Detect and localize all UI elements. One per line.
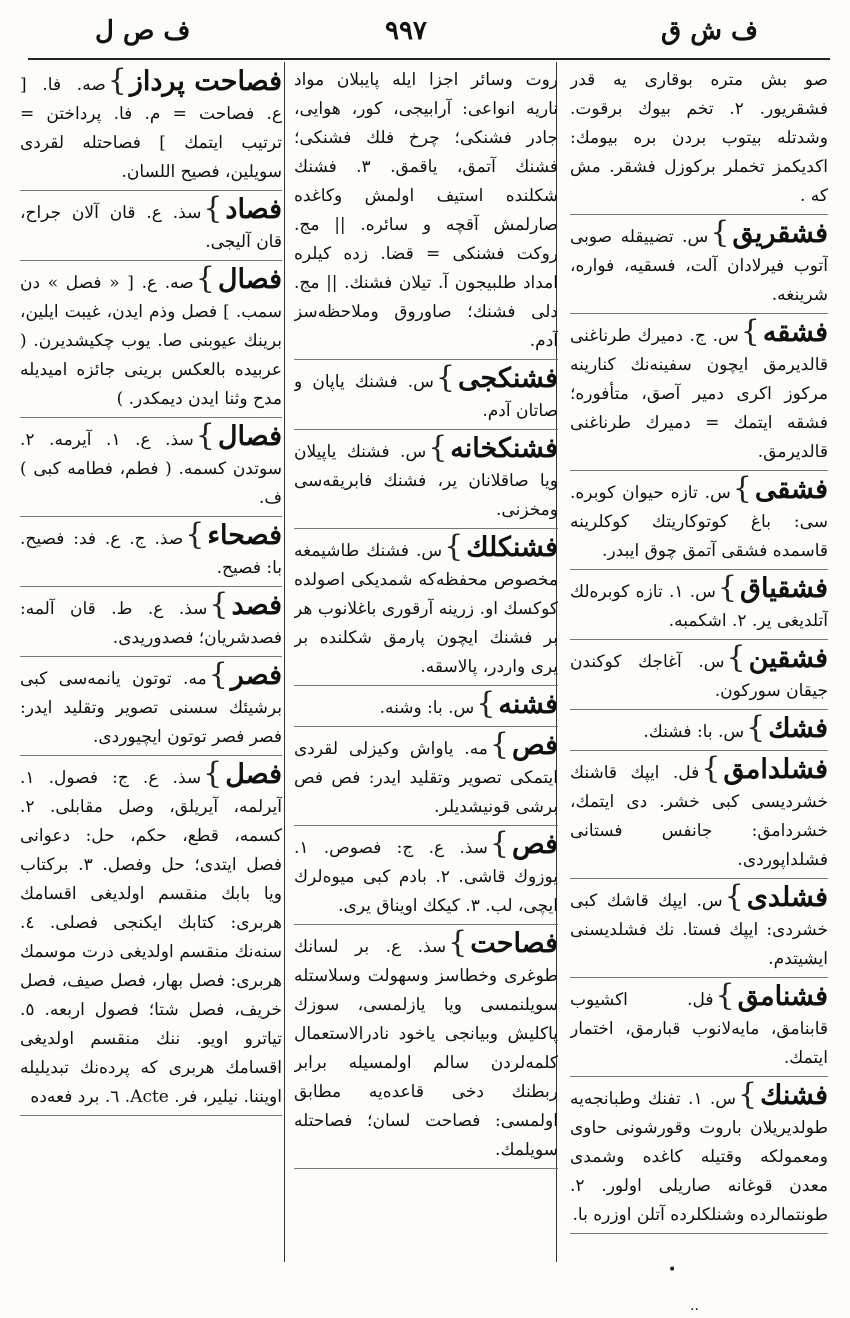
brace-mark: } bbox=[428, 430, 448, 465]
column-right bbox=[570, 66, 828, 1266]
dictionary-entry bbox=[20, 418, 282, 517]
dictionary-entry bbox=[294, 529, 558, 686]
entry-headword: فشقه bbox=[762, 317, 828, 348]
entry-definition: روت وسائر اجزا ایله پایبلان مواد ناریه انواعی: آرابیجی، کور، هوایی، جادر فشنکی؛ چرخ فلك فشنکی؛ فشنك آتمق، یاقمق. ٣. فشنك شکلنده استیف اولمش وکاغده صارلمش آقچه و سائره. || مج. روکت فشنکی = قضا. زده کیلره امداد طلبیجون آ. تیلان فشنك. || مج. دلی فشنك؛ صاوروق وملاحظه‌سز آدم. bbox=[294, 70, 558, 351]
brace-mark: } bbox=[448, 925, 468, 960]
brace-mark: } bbox=[740, 314, 760, 349]
dictionary-entry bbox=[20, 191, 282, 261]
entry-headword: فشنکجی bbox=[458, 363, 558, 394]
entry-headword: فشنکخانه bbox=[450, 433, 558, 464]
dictionary-entry bbox=[570, 66, 828, 215]
entry-headword: فصاد bbox=[225, 194, 282, 225]
dictionary-entry bbox=[294, 727, 558, 826]
brace-mark: } bbox=[732, 471, 752, 506]
dictionary-entry bbox=[20, 756, 282, 1116]
entry-definition: صذ. ج. ع. فد: فصیح. با: فصیح. bbox=[20, 529, 282, 578]
entry-headword: فصاحت پرداز bbox=[129, 66, 282, 97]
brace-mark: } bbox=[203, 756, 223, 791]
entry-headword: فشلدامق bbox=[723, 754, 828, 785]
entry-definition: مه. یاواش وکیزلی لقردی ایتمکی تصویر وتقلید ایدر: فص فص برشی قونیشدیلر. bbox=[294, 739, 558, 817]
brace-mark: } bbox=[746, 710, 766, 745]
entry-definition: س. فشنك یاپان و صاتان آدم. bbox=[294, 372, 558, 421]
brace-mark: } bbox=[435, 360, 456, 395]
entry-definition: صه. فا. [ ع. فصاحت = م. فا. پرداختن = ترتیب ایتمك ] فصاحتله لقردی سویلین، فصیح اللسان. bbox=[20, 75, 282, 182]
dictionary-entry bbox=[570, 1077, 828, 1234]
entry-definition: س. با: فشنك. bbox=[643, 722, 745, 742]
dictionary-entry bbox=[294, 925, 558, 1169]
dictionary-entry bbox=[570, 471, 828, 570]
entry-headword: فص bbox=[512, 730, 558, 761]
brace-mark: } bbox=[209, 587, 229, 622]
brace-mark: } bbox=[444, 529, 464, 564]
entry-definition: س. آغاجك کوکندن جیقان سورکون. bbox=[570, 652, 828, 701]
column-middle bbox=[294, 66, 558, 1266]
dictionary-entry bbox=[570, 978, 828, 1077]
dictionary-entry bbox=[20, 517, 282, 587]
entry-definition: فل. اکشیوب قابنامق، مایه‌لانوب قبارمق، اختمار ایتمك. bbox=[570, 990, 828, 1068]
brace-mark: } bbox=[726, 640, 746, 675]
brace-mark: } bbox=[724, 879, 744, 914]
entry-headword: فشنکلك bbox=[466, 532, 558, 563]
entry-headword: فصر bbox=[230, 660, 282, 691]
entry-definition: س. فشنك یاپیلان ویا صاقلانان یر، فشنك فابریقه‌سی ومخزنی. bbox=[294, 442, 558, 520]
page-number: ٩٩٧ bbox=[385, 16, 427, 46]
entry-definition: مه. توتون یانمه‌سی کبی برشیئك سسنی تصویر وتقلید ایدر: فصر فصر توتون ایچیوردی. bbox=[20, 669, 282, 747]
entry-definition: سذ. ع. ج: فصوص. ١. یوزوك قاشی. ٢. بادم کبی میوه‌لرك ایچی، لب. ٣. کیکك اویناق یری. bbox=[294, 838, 558, 916]
dictionary-entry bbox=[570, 879, 828, 978]
entry-headword: فشقین bbox=[748, 643, 828, 674]
entry-definition: سذ. ع. ج: فصول. ١. آیرلمه، آیریلق، وصل مقابلی. ٢. کسمه، قطع، حکم، حل: دعوانی فصل ایتدی؛ حل وفصل. ٣. برکتاب ویا بابك منقسم اولدیغی اقسامك هربری: کتابك ایکنجی فصلی. ٤. سنه‌نك منقسم اولدیغی درت موسمك هربری: فصل بهار، فصل صیف، فصل خریف، فصل شتا؛ فصول اربعه. ٥. تیاترو اویو. ننك منقسم اولدیغی اقسامك هربری که پرده‌نك تبدیلیله اویننا. نیلیر، فر. Acte. ٦. برد فعه‌ده bbox=[20, 768, 282, 1107]
entry-headword: فشقیاق bbox=[740, 573, 828, 604]
header-letters-left: ف ص ل bbox=[95, 16, 191, 46]
entry-headword: فشقی bbox=[754, 474, 828, 505]
print-mark: .. bbox=[690, 1298, 699, 1314]
brace-mark: } bbox=[701, 751, 721, 786]
entry-headword: فشنه bbox=[498, 689, 558, 720]
entry-headword: فشقریق bbox=[732, 218, 828, 249]
column-left bbox=[20, 66, 282, 1266]
entry-headword: فصل bbox=[225, 759, 282, 790]
brace-mark: } bbox=[208, 657, 228, 692]
brace-mark: } bbox=[710, 215, 730, 250]
brace-mark: } bbox=[476, 686, 496, 721]
entry-definition: سذ. ع. ١. آیرمه. ٢. سوتدن کسمه. ( فطم، فطامه کبی ) ف. bbox=[20, 430, 282, 508]
entry-definition: سذ. ع. بر لسانك طوغری وخطاسز وسهولت وسلاستله سویلنمسی ویا یازلمسی، سوزك پاکلیش وبیانجی یاخود نادرالاستعمال کلمه‌لردن سالم اولمسیله برابر ربطنك دخی قاعده‌یه مطابق اولمسی: فصاحت لسان؛ فصاحتله سویلمك. bbox=[294, 937, 558, 1160]
entry-headword: فصد bbox=[231, 590, 282, 621]
dictionary-entry bbox=[294, 66, 558, 360]
dictionary-entry bbox=[294, 430, 558, 529]
brace-mark: } bbox=[195, 418, 215, 453]
entry-definition: س. ١. تفنك وطبانجه‌یه طولدیریلان باروت وقورشونی حاوی ومعمولکه وقتیله کاغده وشمدی معدن قوغانه صاریلی اولور. ٢. طونتمالرده وشنلکلرده آتلن اوزره با. bbox=[570, 1089, 828, 1225]
brace-mark: } bbox=[107, 66, 127, 98]
entry-definition: س. تضییقله صوبی آتوب فیرلادان آلت، فسقیه، فواره، شرینغه. bbox=[570, 227, 828, 305]
entry-definition: صو بش متره بوقاری یه قدر فشقریور. ٢. تخم بیوك برقوت. وشدتله بیتوب بردن بره بیومك: اکدیکمز تخملر برکوزل فشقر. مش که . bbox=[570, 70, 828, 206]
entry-headword: فصاحت bbox=[470, 928, 558, 959]
dictionary-entry bbox=[294, 826, 558, 925]
entry-definition: س. تازه حیوان کوبره. سی: باغ کوتوکاریتك کوکلرینه قاسمده فشقی آتمق چوق ایبدر. bbox=[570, 483, 828, 561]
entry-definition: س. ج. دمیرك طرناغنی قالدیرمق ایچون سفینه‌نك کنارینه مرکوز اکری دمیر آصق، متأفوره؛ فشقه ایتمك = دمیرك طرناغنی قالدیرمق. bbox=[570, 326, 828, 462]
column-divider bbox=[284, 62, 285, 1262]
entry-headword: فشنك bbox=[760, 1080, 828, 1111]
brace-mark: } bbox=[203, 191, 223, 226]
entry-definition: فل. ایپك قاشنك خشردیسی کبی خشر. دی ایتمك، خشردامق: جانفس فستانی فشلداپوردی. bbox=[570, 763, 828, 870]
entry-definition: س. با: وشنه. bbox=[379, 698, 475, 718]
print-mark: • bbox=[668, 1262, 677, 1278]
entry-headword: فشنامق bbox=[737, 981, 828, 1012]
dictionary-entry bbox=[20, 657, 282, 756]
entry-definition: صه. ع. [ « فصل » دن سمب. ] فصل وذم ایدن، غیبت ایلین، برینك عیوبنی صا. یوب چکیشدیرن. ( عربیده بالعکس برینی جائزه امیدیله مدح وثنا ایدن دیمکدر. ) bbox=[20, 273, 282, 409]
entry-headword: فص bbox=[512, 829, 558, 860]
brace-mark: } bbox=[717, 570, 738, 605]
entry-definition: س. ایپك قاشك کبی خشردی: ایپك فستا. نك فشلدیسنی ایشیتدم. bbox=[570, 891, 828, 969]
header-rule bbox=[28, 58, 830, 60]
dictionary-entry bbox=[570, 640, 828, 710]
entry-headword: فشلدی bbox=[746, 882, 828, 913]
brace-mark: } bbox=[185, 517, 205, 552]
brace-mark: } bbox=[738, 1077, 758, 1112]
brace-mark: } bbox=[715, 978, 735, 1013]
entry-headword: فصال bbox=[217, 264, 282, 295]
brace-mark: } bbox=[489, 727, 510, 762]
entry-headword: فشك bbox=[768, 713, 828, 744]
dictionary-entry bbox=[570, 215, 828, 314]
entry-definition: س. ١. تازه کوبره‌لك آتلدیغی یر. ٢. اشکمبه. bbox=[570, 582, 828, 631]
dictionary-entry bbox=[20, 587, 282, 657]
brace-mark: } bbox=[489, 826, 510, 861]
entry-definition: سذ. ع. ط. قان آلمه: فصدشریان؛ فصدوریدی. bbox=[20, 599, 282, 648]
brace-mark: } bbox=[195, 261, 215, 296]
dictionary-entry bbox=[20, 66, 282, 191]
dictionary-entry bbox=[570, 751, 828, 879]
entry-definition: سذ. ع. قان آلان جراح، قان آلیجی. bbox=[20, 203, 282, 252]
dictionary-entry bbox=[570, 314, 828, 471]
page-header bbox=[0, 16, 850, 56]
dictionary-entry bbox=[570, 710, 828, 751]
entry-definition: س. فشنك طاشیمغه مخصوص محفظه‌که شمدیکی اصولده کوکسك او. زرینه آرقوری باغلانوب هر بر فشنك ایچون پارمق شکلنده بر یری واردر، پالاسقه. bbox=[294, 541, 558, 677]
dictionary-entry bbox=[20, 261, 282, 418]
entry-headword: فصال bbox=[217, 421, 282, 452]
dictionary-entry bbox=[294, 686, 558, 727]
entry-headword: فصحاء bbox=[207, 520, 282, 551]
dictionary-entry bbox=[294, 360, 558, 430]
header-letters-right: ف ش ق bbox=[661, 16, 758, 46]
dictionary-entry bbox=[570, 570, 828, 640]
